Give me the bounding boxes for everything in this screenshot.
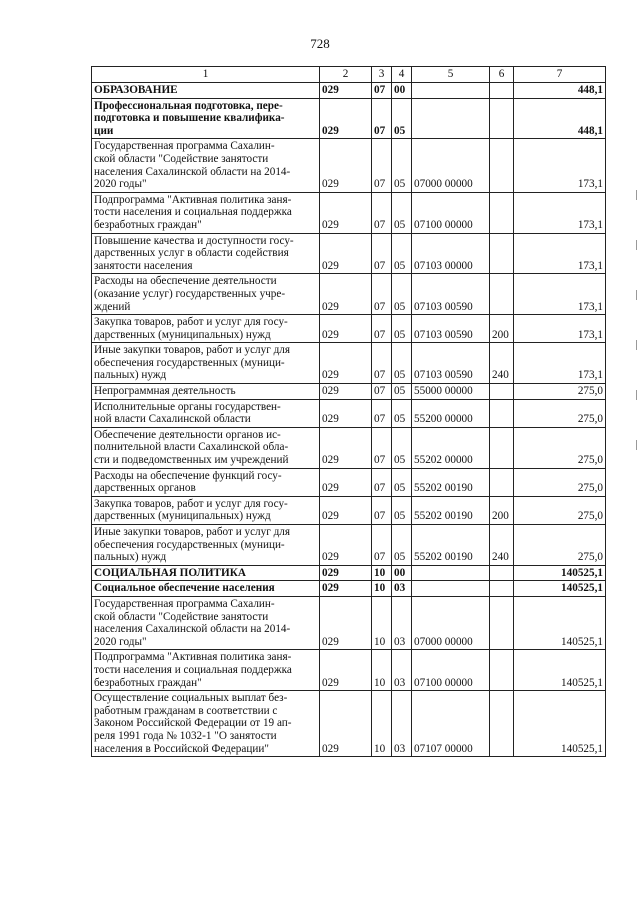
section-code-cell: 07 [372,315,392,343]
column-number-cell: 2 [320,67,372,83]
ministry-code-cell: 029 [320,581,372,597]
ministry-code-cell: 029 [320,691,372,757]
expense-type-cell [490,427,514,468]
expense-type-cell [490,139,514,192]
section-code-cell: 10 [372,581,392,597]
subsection-code-cell: 00 [392,83,412,99]
section-code-cell: 07 [372,139,392,192]
table-row [92,399,606,427]
subsection-code-cell: 03 [392,650,412,691]
table-row [92,496,606,524]
section-code-cell: 07 [372,233,392,274]
subsection-code-cell: 05 [392,98,412,139]
item-name-cell: Закупка товаров, работ и услуг для госу- дарственных (муниципальных) нужд [92,315,320,343]
ministry-code-cell: 029 [320,274,372,315]
amount-cell: 173,1 [514,315,606,343]
ministry-code-cell: 029 [320,468,372,496]
table-row [92,315,606,343]
target-item-code-cell: 07103 00590 [412,343,490,384]
item-name-cell: ОБРАЗОВАНИЕ [92,83,320,99]
item-name-cell: СОЦИАЛЬНАЯ ПОЛИТИКА [92,565,320,581]
item-name-cell: Исполнительные органы государствен- ной власти Сахалинской области [92,399,320,427]
amount-cell: 140525,1 [514,650,606,691]
target-item-code-cell: 55000 00000 [412,384,490,400]
column-number-cell: 3 [372,67,392,83]
table-row [92,596,606,649]
target-item-code-cell: 55200 00000 [412,399,490,427]
margin-mark [636,290,637,300]
expense-type-cell [490,399,514,427]
budget-table-body [92,67,606,757]
target-item-code-cell: 55202 00190 [412,468,490,496]
target-item-code-cell [412,98,490,139]
ministry-code-cell: 029 [320,233,372,274]
budget-table [91,66,606,757]
amount-cell: 275,0 [514,384,606,400]
amount-cell: 140525,1 [514,581,606,597]
item-name-cell: Государственная программа Сахалин- ской области "Содействие занятости населения Сахалинской области на 2014- 2020 годы" [92,596,320,649]
target-item-code-cell: 07000 00000 [412,139,490,192]
subsection-code-cell: 05 [392,315,412,343]
target-item-code-cell: 07107 00000 [412,691,490,757]
item-name-cell: Осуществление социальных выплат без- работным гражданам в соответствии с Законом Российской Федерации от 19 ап- реля 1991 года № 1032-1 "О занятости населения в Российской Федерации" [92,691,320,757]
ministry-code-cell: 029 [320,496,372,524]
expense-type-cell [490,565,514,581]
target-item-code-cell: 07000 00000 [412,596,490,649]
amount-cell: 448,1 [514,98,606,139]
expense-type-cell [490,384,514,400]
subsection-code-cell: 05 [392,496,412,524]
target-item-code-cell: 07103 00000 [412,233,490,274]
amount-cell: 275,0 [514,525,606,566]
expense-type-cell [490,596,514,649]
subsection-code-cell: 05 [392,139,412,192]
amount-cell: 275,0 [514,427,606,468]
margin-mark [636,190,637,200]
ministry-code-cell: 029 [320,384,372,400]
item-name-cell: Обеспечение деятельности органов ис- полнительной власти Сахалинской обла- сти и подведомственных им учреждений [92,427,320,468]
ministry-code-cell: 029 [320,83,372,99]
expense-type-cell: 240 [490,343,514,384]
section-code-cell: 07 [372,83,392,99]
amount-cell: 173,1 [514,274,606,315]
subsection-code-cell: 05 [392,192,412,233]
subsection-code-cell: 05 [392,233,412,274]
subsection-code-cell: 05 [392,525,412,566]
subsection-code-cell: 00 [392,565,412,581]
table-row [92,233,606,274]
section-code-cell: 07 [372,274,392,315]
column-number-cell: 1 [92,67,320,83]
amount-cell: 173,1 [514,192,606,233]
amount-cell: 140525,1 [514,691,606,757]
section-code-cell: 07 [372,98,392,139]
table-row [92,98,606,139]
subsection-code-cell: 05 [392,399,412,427]
table-row [92,83,606,99]
expense-type-cell [490,83,514,99]
margin-scan-marks [634,150,638,850]
margin-mark [636,440,637,450]
ministry-code-cell: 029 [320,343,372,384]
target-item-code-cell: 07103 00590 [412,274,490,315]
ministry-code-cell: 029 [320,139,372,192]
subsection-code-cell: 05 [392,274,412,315]
item-name-cell: Иные закупки товаров, работ и услуг для обеспечения государственных (муници- пальных) нужд [92,343,320,384]
table-row [92,468,606,496]
ministry-code-cell: 029 [320,565,372,581]
section-code-cell: 07 [372,192,392,233]
item-name-cell: Иные закупки товаров, работ и услуг для обеспечения государственных (муници- пальных) нужд [92,525,320,566]
subsection-code-cell: 05 [392,468,412,496]
item-name-cell: Повышение качества и доступности госу- дарственных услуг в области содействия занятости населения [92,233,320,274]
expense-type-cell: 240 [490,525,514,566]
item-name-cell: Подпрограмма "Активная политика заня- тости населения и социальная поддержка безработных граждан" [92,192,320,233]
subsection-code-cell: 03 [392,691,412,757]
table-row [92,384,606,400]
amount-cell: 140525,1 [514,565,606,581]
ministry-code-cell: 029 [320,650,372,691]
expense-type-cell [490,650,514,691]
subsection-code-cell: 03 [392,581,412,597]
expense-type-cell [490,274,514,315]
expense-type-cell [490,192,514,233]
subsection-code-cell: 05 [392,384,412,400]
ministry-code-cell: 029 [320,98,372,139]
expense-type-cell [490,468,514,496]
expense-type-cell: 200 [490,496,514,524]
table-row [92,525,606,566]
subsection-code-cell: 05 [392,343,412,384]
section-code-cell: 07 [372,496,392,524]
page-number: 728 [310,36,330,51]
ministry-code-cell: 029 [320,427,372,468]
target-item-code-cell: 07100 00000 [412,192,490,233]
subsection-code-cell: 05 [392,427,412,468]
column-number-row [92,67,606,83]
section-code-cell: 07 [372,468,392,496]
item-name-cell: Закупка товаров, работ и услуг для госу- дарственных (муниципальных) нужд [92,496,320,524]
target-item-code-cell: 55202 00190 [412,496,490,524]
section-code-cell: 10 [372,650,392,691]
table-row [92,343,606,384]
amount-cell: 140525,1 [514,596,606,649]
target-item-code-cell: 07103 00590 [412,315,490,343]
expense-type-cell [490,691,514,757]
section-code-cell: 07 [372,399,392,427]
ministry-code-cell: 029 [320,192,372,233]
section-code-cell: 07 [372,343,392,384]
column-number-cell: 7 [514,67,606,83]
ministry-code-cell: 029 [320,525,372,566]
table-row [92,139,606,192]
item-name-cell: Государственная программа Сахалин- ской области "Содействие занятости населения Сахалинской области на 2014- 2020 годы" [92,139,320,192]
margin-mark [636,340,637,350]
target-item-code-cell: 55202 00000 [412,427,490,468]
margin-mark [636,390,637,400]
amount-cell: 448,1 [514,83,606,99]
column-number-cell: 4 [392,67,412,83]
table-row [92,650,606,691]
section-code-cell: 07 [372,384,392,400]
subsection-code-cell: 03 [392,596,412,649]
amount-cell: 173,1 [514,139,606,192]
section-code-cell: 10 [372,596,392,649]
expense-type-cell [490,233,514,274]
section-code-cell: 07 [372,427,392,468]
amount-cell: 173,1 [514,343,606,384]
expense-type-cell [490,98,514,139]
item-name-cell: Расходы на обеспечение функций госу- дарственных органов [92,468,320,496]
table-row [92,427,606,468]
section-code-cell: 10 [372,691,392,757]
amount-cell: 275,0 [514,468,606,496]
ministry-code-cell: 029 [320,315,372,343]
amount-cell: 275,0 [514,496,606,524]
target-item-code-cell [412,581,490,597]
table-row [92,691,606,757]
section-code-cell: 07 [372,525,392,566]
ministry-code-cell: 029 [320,596,372,649]
table-row [92,274,606,315]
item-name-cell: Расходы на обеспечение деятельности (оказание услуг) государственных учре- ждений [92,274,320,315]
margin-mark [636,240,637,250]
amount-cell: 173,1 [514,233,606,274]
item-name-cell: Подпрограмма "Активная политика заня- тости населения и социальная поддержка безработных граждан" [92,650,320,691]
target-item-code-cell [412,565,490,581]
table-row [92,581,606,597]
expense-type-cell [490,581,514,597]
item-name-cell: Профессиональная подготовка, пере- подготовка и повышение квалифика- ции [92,98,320,139]
column-number-cell: 5 [412,67,490,83]
expense-type-cell: 200 [490,315,514,343]
target-item-code-cell: 07100 00000 [412,650,490,691]
amount-cell: 275,0 [514,399,606,427]
target-item-code-cell [412,83,490,99]
column-number-cell: 6 [490,67,514,83]
table-row [92,192,606,233]
section-code-cell: 10 [372,565,392,581]
table-row [92,565,606,581]
item-name-cell: Непрограммная деятельность [92,384,320,400]
item-name-cell: Социальное обеспечение населения [92,581,320,597]
target-item-code-cell: 55202 00190 [412,525,490,566]
ministry-code-cell: 029 [320,399,372,427]
